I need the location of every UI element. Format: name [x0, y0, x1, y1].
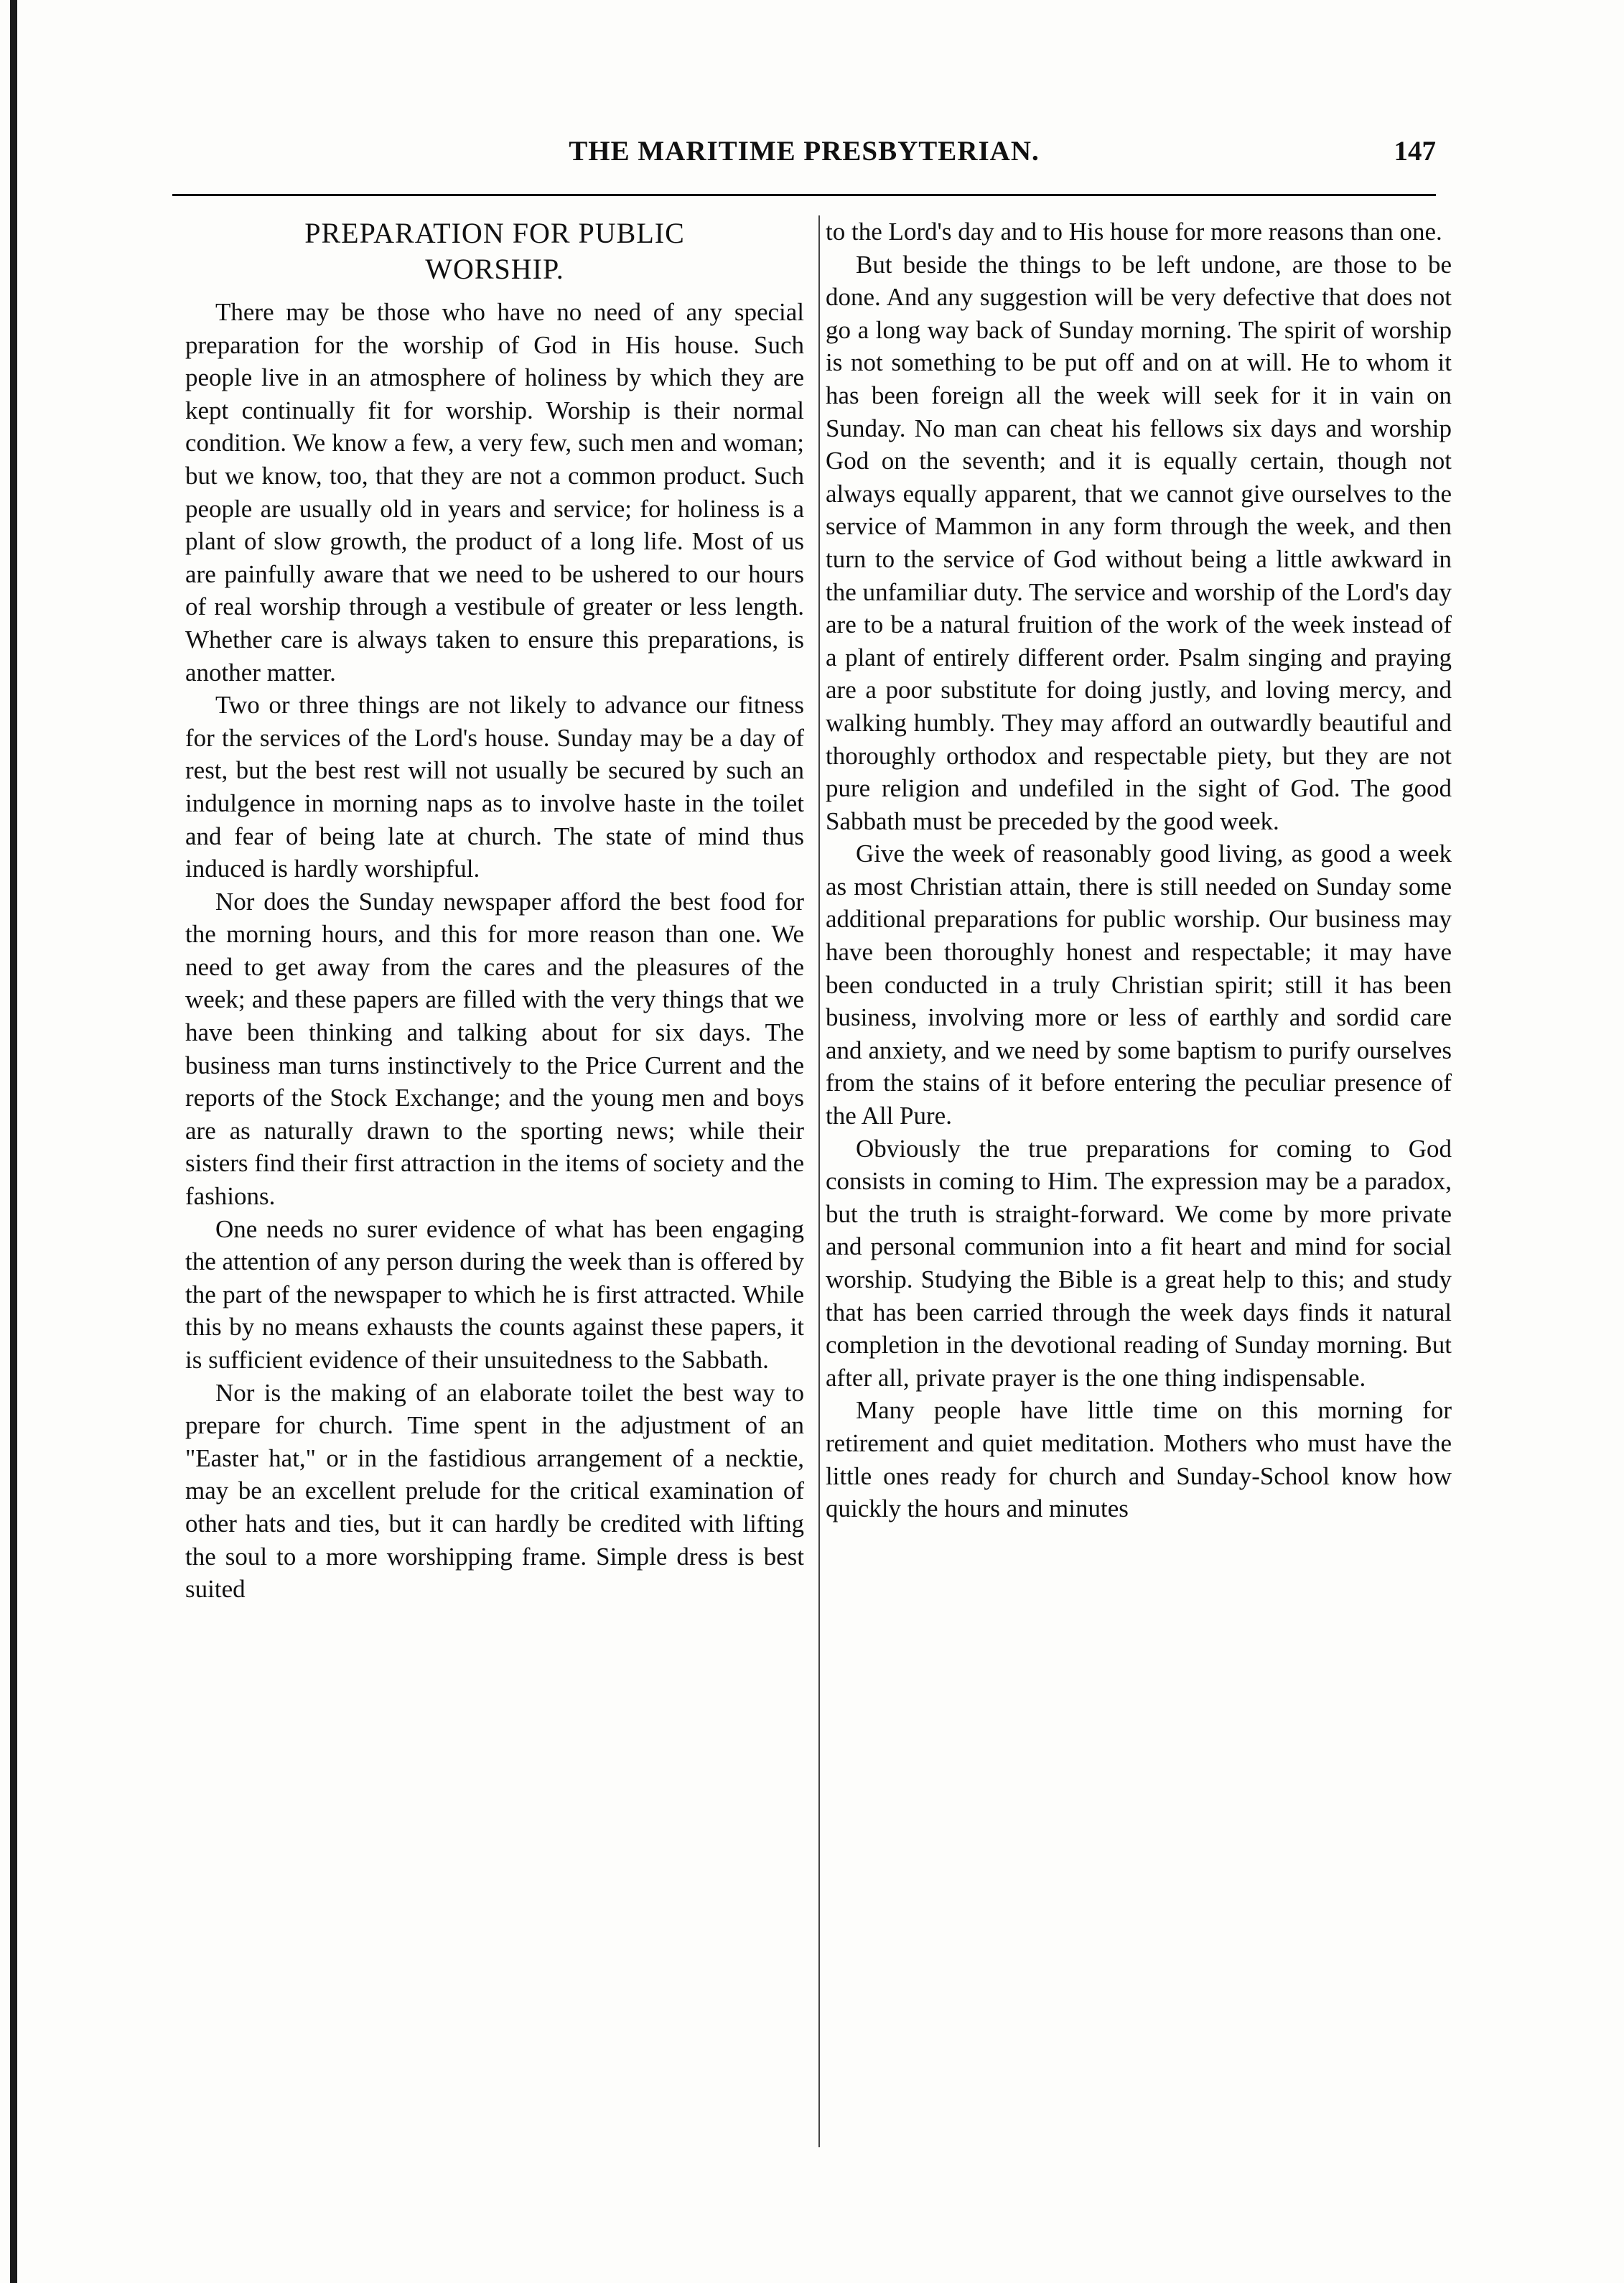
- paragraph: Many people have little time on this morning for retirement and quiet meditation. Mothers who must have the little ones ready for church and Sunday-School know how quickly the hours and minutes: [826, 1396, 1452, 1523]
- page-binding-edge: [10, 0, 17, 2283]
- article-title: [185, 215, 804, 287]
- paragraph-continued: to the Lord's day and to His house for more reasons than one.: [826, 218, 1442, 246]
- paragraph: Two or three things are not likely to advance our fitness for the services of the Lord's house. Sunday may be a day of rest, but the best rest will not usually be secured by such an indulgence in morning naps as to involve haste in the toilet and fear of being late at church. The state of mind thus induced is hardly worshipful.: [185, 691, 804, 883]
- header-rule: [172, 194, 1436, 196]
- paragraph: Nor does the Sunday newspaper afford the best food for the morning hours, and this for more reason than one. We need to get away from the cares and the pleasures of the week; and these papers are filled with the very things that we have been thinking and talking about for six days. The business man turns instinctively to the Price Current and the reports of the Stock Exchange; and the young men and boys are as naturally drawn to the sporting news; while their sisters find their first attraction in the items of society and the fashions.: [185, 887, 804, 1211]
- paragraph: But beside the things to be left undone, are those to be done. And any suggestion will be very defective that does not go a long way back of Sunday morning. The spirit of worship is not something to be put off and on at will. He to whom it has been foreign all the week will seek for it in vain on Sunday. No man can cheat his fellows six days and worship God on the seventh; and it is equally certain, though not always equally apparent, that we cannot give ourselves to the service of Mammon in any form through the week, and then turn to the service of God without being a little awkward in the unfamiliar duty. The service and worship of the Lord's day are to be a natural fruition of the work of the week instead of a plant of entirely different order. Psalm singing and praying are a poor substitute for doing justly, and loving mercy, and walking humbly. They may afford an outwardly beautiful and thoroughly orthodox and respectable piety, but they are not pure religion and undefiled in the sight of God. The good Sabbath must be preceded by the good week.: [826, 250, 1452, 835]
- paragraph: Obviously the true preparations for coming to God consists in coming to Him. The expression may be a paradox, but the truth is straight-forward. We come by more private and personal communion into a fit heart and mind for social worship. Studying the Bible is a great help to this; and study that has been carried through the week days finds it natural completion in the devotional reading of Sunday morning. But after all, private prayer is the one thing indispensable.: [826, 1134, 1452, 1392]
- paragraph: There may be those who have no need of any special preparation for the worship of God in His house. Such people live in an atmosphere of holiness by which they are kept continually fit for worship. Worship is their normal condition. We know a few, a very few, such men and woman; but we know, too, that they are not a common product. Such people are usually old in years and service; for holiness is a plant of slow growth, the product of a long life. Most of us are painfully aware that we need to be ushered to our hours of real worship through a vestibule of greater or less length. Whether care is always taken to ensure this preparations, is another matter.: [185, 298, 804, 687]
- article-title-line-1: PREPARATION FOR PUBLIC: [304, 217, 685, 249]
- page-header: [172, 135, 1436, 178]
- page-number: 147: [1394, 136, 1436, 167]
- left-column: [185, 215, 804, 1606]
- paragraph: Nor is the making of an elaborate toilet the best way to prepare for church. Time spent in the adjustment of an "Easter hat," or in the fastidious arrangement of a necktie, may be an excellent prelude for the critical examination of other hats and ties, but it can hardly be credited with lifting the soul to a more worshipping frame. Simple dress is best suited: [185, 1378, 804, 1604]
- article-title-line-2: WORSHIP.: [425, 253, 564, 285]
- running-head: THE MARITIME PRESBYTERIAN.: [569, 136, 1040, 167]
- paragraph: Give the week of reasonably good living, as good a week as most Christian attain, there is still needed on Sunday some additional preparations for public worship. Our business may have been thoroughly honest and respectable; it may have been conducted in a truly Christian spirit; still it has been business, involving more or less of earthly and sordid care and anxiety, and we need by some baptism to purify ourselves from the stains of it before entering the peculiar presence of the All Pure.: [826, 840, 1452, 1130]
- paragraph: One needs no surer evidence of what has been engaging the attention of any person during the week than is offered by the part of the newspaper to which he is first attracted. While this by no means exhausts the counts against these papers, it is sufficient evidence of their unsuitedness to the Sabbath.: [185, 1214, 804, 1374]
- column-divider: [818, 215, 820, 2147]
- right-column: [826, 215, 1452, 1525]
